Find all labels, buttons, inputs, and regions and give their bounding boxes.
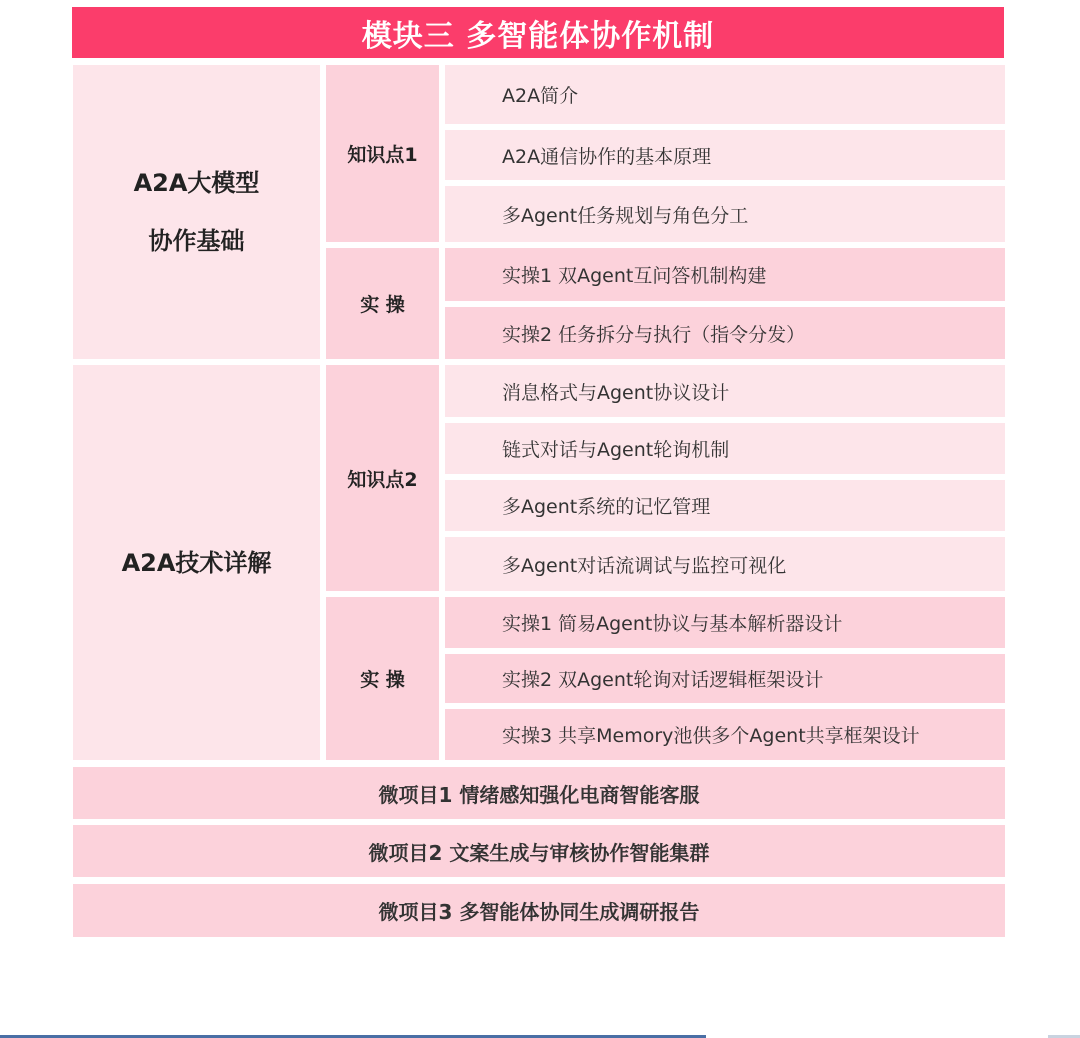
practice-item: 实操2 双Agent轮询对话逻辑框架设计 xyxy=(445,654,1005,703)
section-title-line: 协作基础 xyxy=(148,227,245,255)
knowledge-item: 链式对话与Agent轮询机制 xyxy=(445,423,1005,474)
micro-project: 微项目3 多智能体协同生成调研报告 xyxy=(73,884,1005,937)
knowledge-item: 多Agent系统的记忆管理 xyxy=(445,480,1005,531)
knowledge-item: A2A简介 xyxy=(445,65,1005,124)
micro-project: 微项目2 文案生成与审核协作智能集群 xyxy=(73,825,1005,877)
knowledge-item: 多Agent对话流调试与监控可视化 xyxy=(445,537,1005,591)
knowledge-point-label: 知识点2 xyxy=(326,365,439,591)
knowledge-point-label: 知识点1 xyxy=(326,65,439,242)
section-title xyxy=(73,365,320,760)
practice-item: 实操1 双Agent互问答机制构建 xyxy=(445,248,1005,301)
practice-item: 实操2 任务拆分与执行（指令分发） xyxy=(445,307,1005,359)
knowledge-item: 多Agent任务规划与角色分工 xyxy=(445,186,1005,242)
practice-item: 实操3 共享Memory池供多个Agent共享框架设计 xyxy=(445,709,1005,760)
practice-label: 实 操 xyxy=(326,597,439,760)
section-title xyxy=(73,65,320,359)
section-title-line: A2A大模型 xyxy=(133,169,260,197)
section-title-line: A2A技术详解 xyxy=(121,548,272,577)
practice-label: 实 操 xyxy=(326,248,439,359)
module-title: 模块三 多智能体协作机制 xyxy=(72,7,1004,58)
micro-project: 微项目1 情绪感知强化电商智能客服 xyxy=(73,767,1005,819)
knowledge-item: A2A通信协作的基本原理 xyxy=(445,130,1005,180)
practice-item: 实操1 简易Agent协议与基本解析器设计 xyxy=(445,597,1005,648)
knowledge-item: 消息格式与Agent协议设计 xyxy=(445,365,1005,417)
